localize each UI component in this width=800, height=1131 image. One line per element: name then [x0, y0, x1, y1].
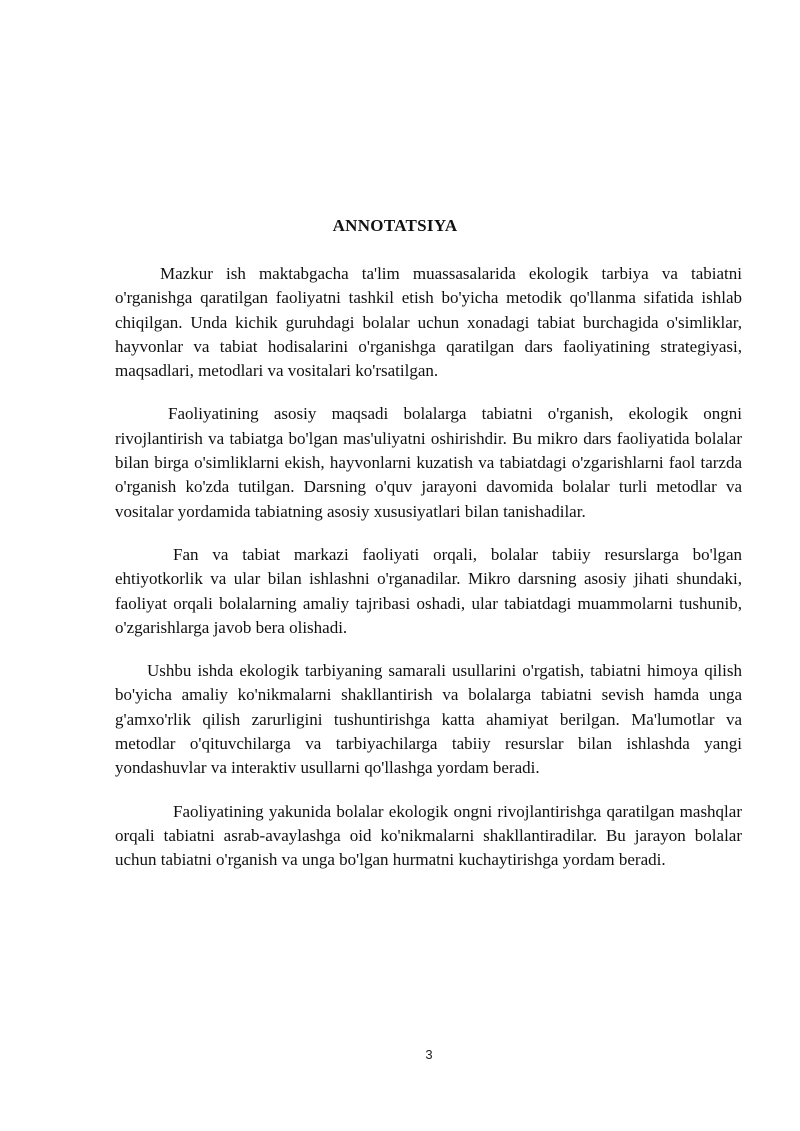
paragraph: Faoliyatining asosiy maqsadi bolalarga tabiatni o'rganish, ekologik ongni rivojlantirish va tabiatga bo'lgan mas'uliyatni oshirishdir. Bu mikro dars faoliyatida bolalar bilan birga o'simliklarni ekish, hayvonlarni kuzatish va tabiatdagi o'zgarishlarni faol tarzda o'rganish ko'zda tutilgan. Darsning o'quv jarayoni davomida bolalar turli metodlar va vositalar yordamida tabiatning asosiy xususiyatlari bilan tanishadilar. [115, 404, 742, 521]
paragraph: Fan va tabiat markazi faoliyati orqali, bolalar tabiiy resurslarga bo'lgan ehtiyotkorlik va ular bilan ishlashni o'rganadilar. Mikro darsning asosiy jihati shundaki, faoliyat orqali bolalarning amaliy tajribasi oshadi, ular tabiatdagi muammolarni tushunib, o'zgarishlarga javob bera olishadi. [115, 544, 742, 637]
page-title: ANNOTATSIYA [332, 216, 458, 235]
page-number: 3 [425, 1047, 433, 1062]
paragraph: Mazkur ish maktabgacha ta'lim muassasalarida ekologik tarbiya va tabiatni o'rganishga qaratilgan faoliyatni tashkil etish bo'yicha metodik qo'llanma sifatida ishlab chiqilgan. Unda kichik guruhdagi bolalar uchun xonadagi tabiat burchagida o'simliklar, hayvonlar va tabiat hodisalarini o'rganishga qaratilgan dars faoliyatining strategiyasi, maqsadlari, metodlari va vositalari ko'rsatilgan. [115, 264, 742, 381]
annotation-body [115, 262, 742, 892]
paragraph: Faoliyatining yakunida bolalar ekologik ongni rivojlantirishga qaratilgan mashqlar orqali tabiatni asrab-avaylashga oid ko'nikmalarni shakllantiradilar. Bu jarayon bolalar uchun tabiatni o'rganish va unga bo'lgan hurmatni kuchaytirishga yordam beradi. [115, 801, 742, 870]
paragraph: Ushbu ishda ekologik tarbiyaning samarali usullarini o'rgatish, tabiatni himoya qilish bo'yicha amaliy ko'nikmalarni shakllantirish va bolalarga tabiatni sevish hamda unga g'amxo'rlik qilish zarurligini tushuntirishga katta ahamiyat berilgan. Ma'lumotlar va metodlar o'qituvchilarga va tarbiyachilarga tabiiy resurslar bilan ishlashda yangi yondashuvlar va interaktiv usullarni qo'llashga yordam beradi. [115, 661, 742, 778]
